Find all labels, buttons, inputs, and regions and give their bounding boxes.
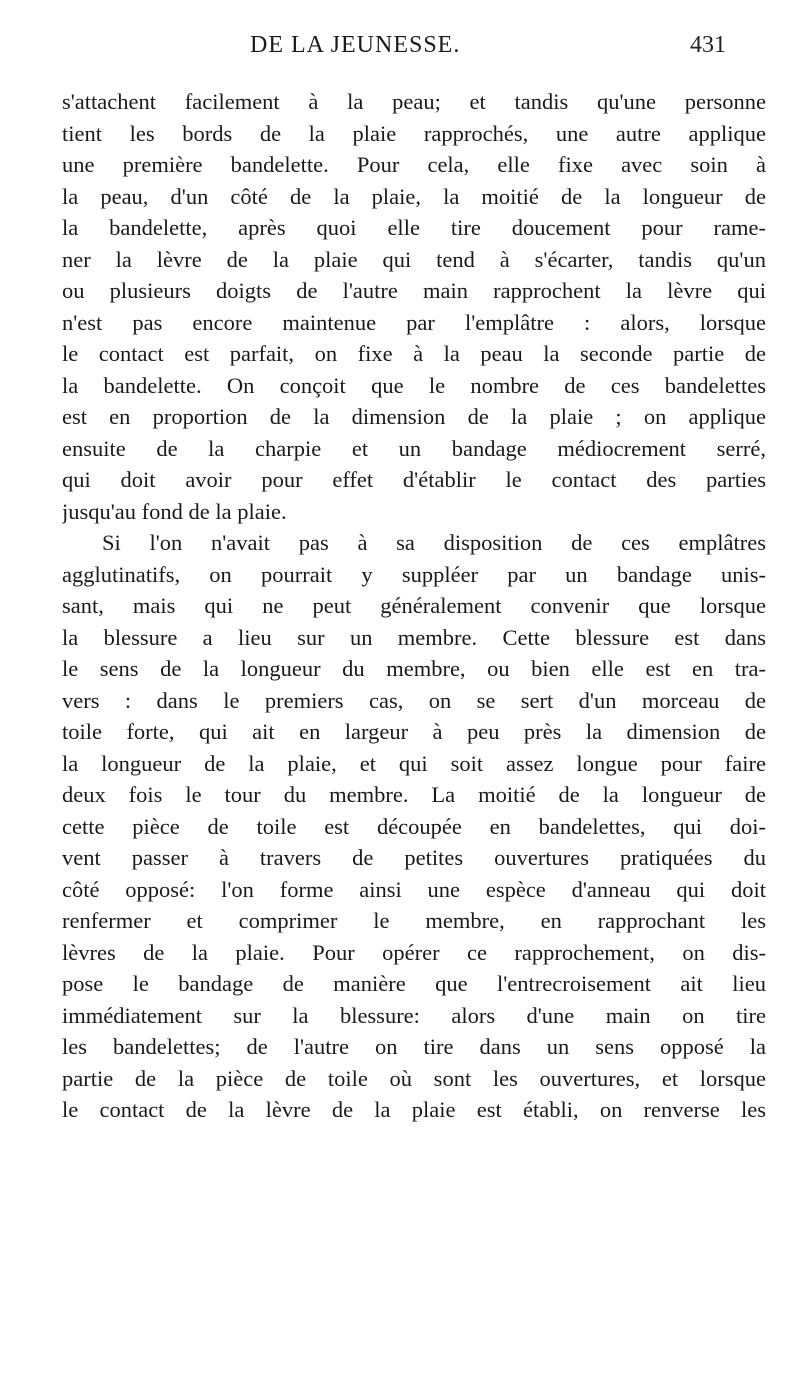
text-line: agglutinatifs, on pourrait y suppléer par un bandage unis-	[62, 561, 766, 587]
text-line: n'est pas encore maintenue par l'emplâtre : alors, lorsque	[62, 309, 766, 335]
text-line: côté opposé: l'on forme ainsi une espèce d'anneau qui doit	[62, 876, 766, 902]
body-text	[62, 86, 766, 1126]
text-line-paragraph-end: jusqu'au fond de la plaie.	[62, 498, 287, 524]
running-title: DE LA JEUNESSE.	[250, 32, 461, 58]
text-line: la longueur de la plaie, et qui soit assez longue pour faire	[62, 750, 766, 776]
text-line: renfermer et comprimer le membre, en rapprochant les	[62, 908, 766, 933]
page-number: 431	[690, 32, 726, 58]
text-line: qui doit avoir pour effet d'établir le contact des parties	[62, 467, 766, 492]
text-line: ensuite de la charpie et un bandage médiocrement serré,	[62, 435, 766, 461]
text-line-paragraph-start: Si l'on n'avait pas à sa disposition de ces emplâtres	[102, 530, 766, 555]
text-line: une première bandelette. Pour cela, elle fixe avec soin à	[62, 152, 766, 177]
text-line: partie de la pièce de toile où sont les ouvertures, et lorsque	[62, 1065, 766, 1091]
text-line: ner la lèvre de la plaie qui tend à s'écarter, tandis qu'un	[62, 246, 766, 272]
text-line: sant, mais qui ne peut généralement convenir que lorsque	[62, 593, 766, 618]
text-line: le contact est parfait, on fixe à la peau la seconde partie de	[62, 341, 766, 366]
text-line: les bandelettes; de l'autre on tire dans un sens opposé la	[62, 1034, 766, 1059]
text-line: immédiatement sur la blessure: alors d'une main on tire	[62, 1002, 766, 1028]
text-line: la bandelette, après quoi elle tire doucement pour rame-	[62, 215, 766, 240]
text-line: le contact de la lèvre de la plaie est établi, on renverse les	[62, 1097, 766, 1122]
text-line: s'attachent facilement à la peau; et tandis qu'une personne	[62, 89, 766, 114]
text-line: vers : dans le premiers cas, on se sert d'un morceau de	[62, 687, 766, 713]
text-line: cette pièce de toile est découpée en bandelettes, qui doi-	[62, 813, 766, 839]
text-line: vent passer à travers de petites ouvertures pratiquées du	[62, 845, 766, 870]
text-line: la peau, d'un côté de la plaie, la moitié de la longueur de	[62, 183, 766, 209]
text-line: pose le bandage de manière que l'entrecroisement ait lieu	[62, 971, 766, 996]
text-line: lèvres de la plaie. Pour opérer ce rapprochement, on dis-	[62, 939, 766, 965]
text-line: la blessure a lieu sur un membre. Cette blessure est dans	[62, 624, 766, 650]
text-line: deux fois le tour du membre. La moitié de la longueur de	[62, 782, 766, 807]
text-line: le sens de la longueur du membre, ou bien elle est en tra-	[62, 656, 766, 681]
text-line: la bandelette. On conçoit que le nombre de ces bandelettes	[62, 372, 766, 398]
text-line: tient les bords de la plaie rapprochés, une autre applique	[62, 120, 766, 146]
text-line: est en proportion de la dimension de la plaie ; on applique	[62, 404, 766, 429]
text-line: ou plusieurs doigts de l'autre main rapprochent la lèvre qui	[62, 278, 766, 303]
running-header	[0, 24, 800, 64]
text-line: toile forte, qui ait en largeur à peu près la dimension de	[62, 719, 766, 744]
